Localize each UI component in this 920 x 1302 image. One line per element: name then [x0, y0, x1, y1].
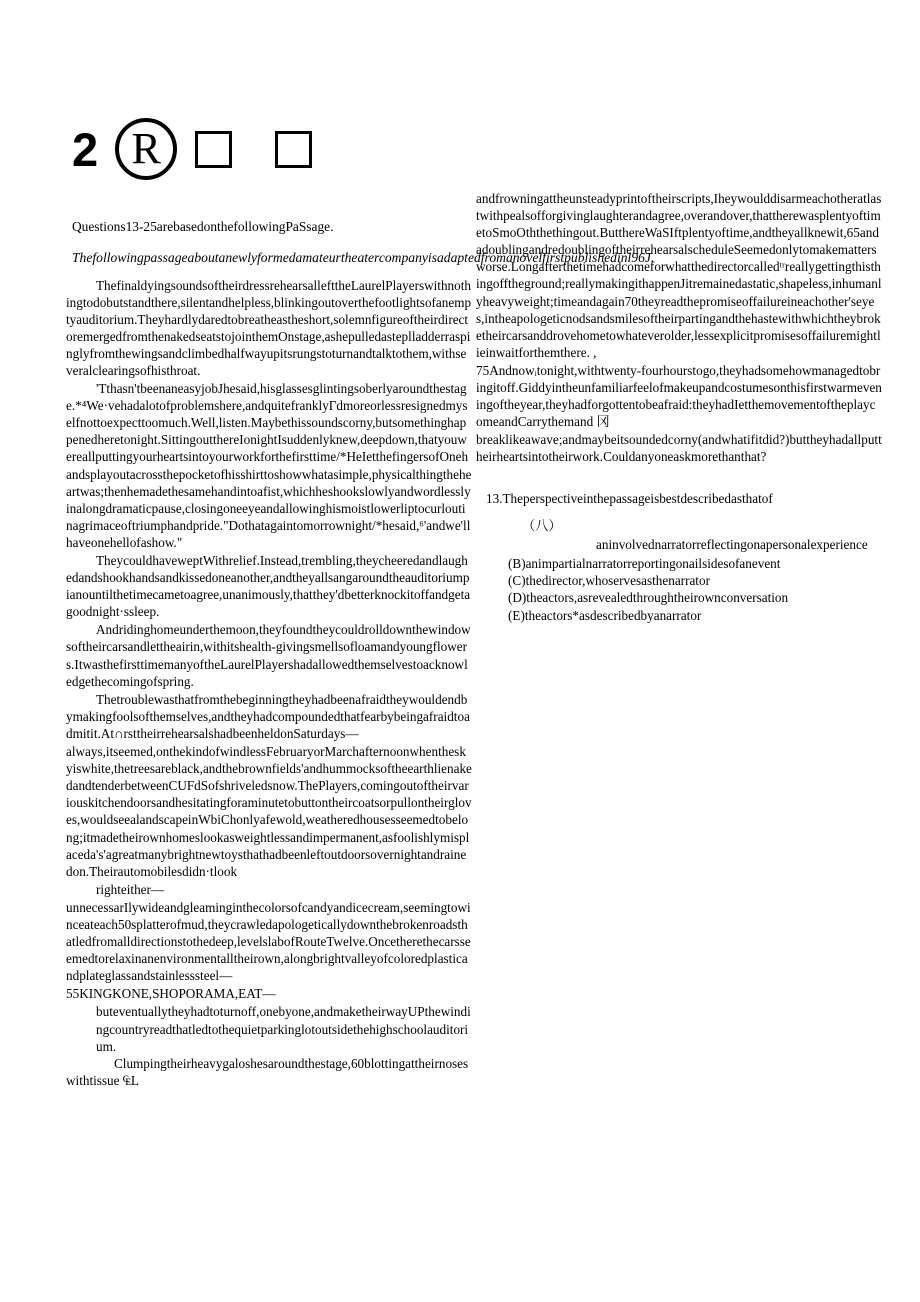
section-number: 2	[72, 122, 98, 176]
answer-choice-e[interactable]: (E)theactors*asdescribedbyanarrator	[508, 607, 702, 623]
passage-paragraph-indented: Clumpingtheirheavygaloshesaroundthestage,60blottingattheirnoseswithtissue ₠L	[66, 1055, 469, 1088]
answer-choice-b[interactable]: (B)animpartialnarratorreportingonailsidesofanevent	[508, 556, 781, 571]
passage-paragraph-indented: buteventuallytheyhadtoturnoff,onebyone,andmaketheirwayUPthewindingcountryreadthatledtothequietparkinglotoutsidethehighschoolauditorium.	[96, 1004, 471, 1054]
passage-paragraph: ThefinaldyingsoundsoftheirdressrehearsallefttheLaurelPlayerswithnothingtodobutstandthere,silentandhelpless,blinkingoutoverthefootlightsofanemptyauditorium.Theyhardlydaredtobreatheastheshort,solemnfigureoftheirdirectoremergedfromthenakedseatstojointhemOnstage,ashepulledasteplladderraspinglyfromthewingsandclimbedhalfwayupitsrungstoturnandtalktothem,withseveralclearingsofhisthroat.	[66, 277, 472, 378]
answer-choice-a-text[interactable]: aninvolvednarratorreflectingonapersonalexperience	[596, 536, 868, 552]
answer-box-2-icon	[275, 131, 312, 168]
passage-paragraph: andfrowningattheunsteadyprintoftheirscripts,Iheywoulddisarmeachotheratlastwithpealsofforgivinglaughterandagree,overandover,thattherewasplentyoftimetoSmoOththethingout.ButthereWaSIftplentyoftime,andtheyallknewit,65andadoublingandredoublingoftheirrehearsalscheduleSeemedonlytomakemattersworse.Longafterthetimehadcomeforwhatthedirectorcalledᵗʳreallygettingthisthingofftheground;reallymakingithappenJitremainedastatic,shapeless,inhumanlyheavyweight;timeandagain70theyreadthepromiseoffailureineachother'seyes,intheapologeticnodsandsmilesoftheirpartingandthehastewithwhichtheybroketheircarsanddrovehometowhateverolder,lessexplicitpromisesoffailuremightlieinwaitforthemthere. ,	[476, 191, 882, 360]
right-text-column	[476, 190, 882, 624]
passage-paragraph: righteither—	[96, 881, 165, 897]
answer-choice-c[interactable]: (C)thedirector,whoservesasthenarrator	[508, 573, 710, 589]
passage-paragraph: always,itseemed,onthekindofwindlessFebruaryorMarchafternoonwhentheskyiswhite,thetreesareblack,andthebrownfields'andhummocksoftheearthlienakedandtenderbetweenCUFdSofshriveledsnow.ThePlayers,comingoutoftheirvariouskitchendoorsandhesitatingforaminutetobuttontheircoatsorpullontheirgloves,wouldseealandscapeinWbiChonlyafewold,weatheredhousesseemedtobelong;itmadetheirownhomeslookasweightlessandimpermanent,asfoolishlymisplaceda's'agreatmanybrightnewtoysthathadbeenleftoutdoorsovernightandrainedon.Theirautomobilesdidn·tlook	[66, 744, 472, 879]
answer-box-1-icon	[195, 131, 232, 168]
answer-choice-a-marker[interactable]: （八）	[522, 517, 562, 533]
passage-paragraph: TheycouldhaveweptWithrelief.Instead,trembling,theycheeredandlaughedandshookhandsandkissedoneanother,andtheyallsangaroundtheauditoriumpianountilthetimecametoagree,unanimously,thatthey'dbetterknockitoffandgetagoodnight·ssleep.	[66, 553, 471, 620]
passage-paragraph: 'Tthasn'tbeenaneasyjobJhesaid,hisglassesglintingsoberlyaroundthestage.*⁴We·vehadalotofproblemshere,andquitefranklyΓdmoreorlessresignedmyselfnottoexpecttoomuch.Well,listen.Maybethissoundscorny,butsomethinghappenedheretonight.SittingoutthereIonightIsuddenlyknew,deepdown,thatyouwereallputtingyourheartsintoyourworkforthefirsttime/*HeIetthefingersofOnehandsplayoutacrossthepocketofhisshirttoshowwhatasimple,physicalthingtheheartwas;thenhemadethesamehandintoafist,whichheshookslowlyandwordlesslyinalongdramaticpause,closingoneeyeandallowinghismoistlowerliptocurloutinagrimaceoftriumphandpride."Dothatagaintomorrownight/*hesaid,⁶'andwe'llhaveonehellofashow."	[66, 381, 472, 550]
passage-line-marker-paragraph: 55KINGKONE,SHOPORAMA,EAT—	[66, 986, 276, 1002]
registered-mark-icon: R	[115, 118, 177, 180]
passage-paragraph: breaklikeawave;andmaybeitsoundedcorny(andwhatifitdid?)buttheyhadallputtheirheartsintotheirwork.Couldanyoneaskmorethanthat?	[476, 432, 882, 465]
answer-choice-list	[486, 517, 882, 624]
answer-choice-d[interactable]: (D)theactors,asrevealedthroughtheirownconversation	[508, 590, 789, 606]
passage-source-note: Thefollowingpassageaboutanewlyformedamateurtheatercompanyisadaptedfromanovelfirstpublishedinl96J.	[72, 250, 655, 266]
page-header	[72, 118, 312, 180]
question-stem: 13.Theperspectiveinthepassageisbestdescribedasthatof	[486, 490, 773, 506]
question-13-block	[476, 490, 882, 624]
passage-paragraph: Andridinghomeunderthemoon,theyfoundtheycouldrolldownthewindowsoftheircarsandlettheairin,withitshealth-givingsmellsofloamandyoungflowers.ItwasthefirsttimemanyoftheLaurelPlayershadallowedthemselvestoacknowledgethecomingofspring.	[66, 622, 471, 689]
passage-paragraph: unnecessarIlywideandgleaminginthecolorsofcandyandicecream,seemingtowinceateach50splatterofmud,theycrawledapologeticallydownthebrokenroadsthatledfromalldirectionstothedeep,levelslabofRouteTwelve.Oncetherethecarsseemedtorelaxinanenvironmentalltheirown,alongbrightvalleyofcoloredplasticandplateglassandstainlesssteel—	[66, 899, 471, 984]
passage-paragraph: Thetroublewasthatfromthebeginningtheyhadbeenafraidtheywouldendbymakingfoolsofthemselves,andtheyhadcompoundedthatfearbybeingafraidtoadmitit.At∩rsttheirrehearsalshadbeenheldonSaturdays—	[66, 691, 470, 741]
passage-paragraph: 75Andnowᵢtonight,withtwenty-fourhourstogo,theyhadsomehowmanagedtobringitoff.Giddyintheunfamiliarfeelofmakeupandcostumesonthisfirstwarmeveningoftheyear,theyhadforgottentobeafraid:theyhadIetthemovementoftheplaycomeandCarrythemand 冈	[476, 362, 882, 430]
questions-intro: Questions13-25arebasedonthefollowingPaSsage.	[72, 219, 334, 234]
